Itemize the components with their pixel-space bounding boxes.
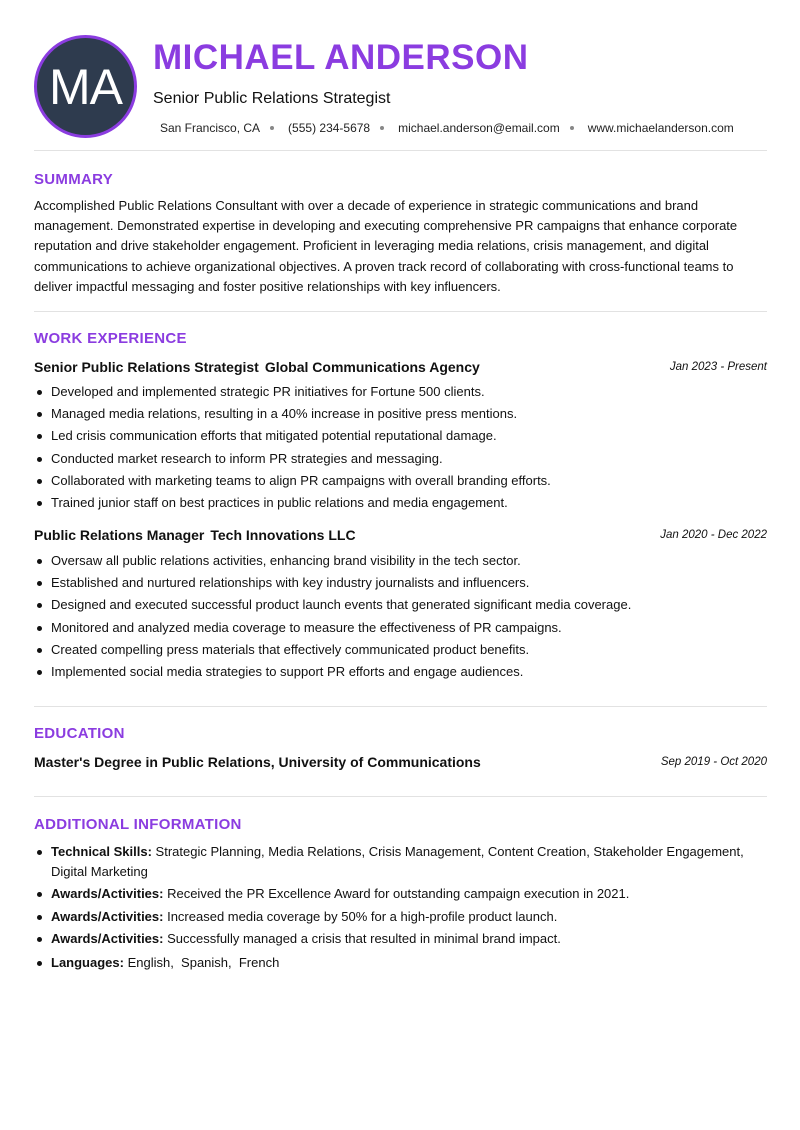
item-label: Awards/Activities: [51, 886, 164, 902]
item-label: Awards/Activities: [51, 908, 164, 924]
list-item: Developed and implemented strategic PR initiatives for Fortune 500 clients. [34, 382, 774, 404]
avatar [34, 35, 137, 138]
contact-line [160, 121, 734, 135]
list-item: Trained junior staff on best practices in public relations and media engagement. [34, 493, 774, 515]
divider [34, 706, 767, 707]
list-item: Oversaw all public relations activities, enhancing brand visibility in the tech sector. [34, 551, 774, 573]
education-dates: Sep 2019 - Oct 2020 [660, 756, 767, 768]
divider [34, 796, 767, 797]
list-item: Led crisis communication efforts that mitigated potential reputational damage. [34, 426, 774, 448]
item-text: Increased media coverage by 50% for a high-profile product launch. [163, 908, 558, 924]
list-item [34, 842, 764, 882]
list-item: Collaborated with marketing teams to align PR campaigns with overall branding efforts. [34, 471, 774, 493]
item-text: English, Spanish, French [123, 955, 280, 971]
job-dates: Jan 2020 - Dec 2022 [660, 529, 767, 541]
item-label: Awards/Activities: [51, 931, 164, 947]
additional-info-heading: ADDITIONAL INFORMATION [34, 816, 242, 833]
list-item: Designed and executed successful product launch events that generated significant media coverage. [34, 595, 774, 617]
job-position: Senior Public Relations Strategist [34, 359, 259, 375]
work-experience-heading: WORK EXPERIENCE [34, 330, 187, 347]
job-bullets [34, 551, 774, 684]
job-title [34, 527, 356, 543]
job-bullets [34, 382, 774, 515]
list-item: Created compelling press materials that effectively communicated product benefits. [34, 640, 774, 662]
item-text: Received the PR Excellence Award for outstanding campaign execution in 2021. [163, 886, 630, 902]
divider [34, 311, 767, 312]
item-text: Strategic Planning, Media Relations, Crisis Management, Content Creation, Stakeholder Engagement, Digital Marketing [51, 844, 744, 879]
candidate-role: Senior Public Relations Strategist [153, 90, 391, 107]
contact-website[interactable]: www.michaelanderson.com [587, 121, 734, 135]
summary-text: Accomplished Public Relations Consultant with over a decade of experience in strategic communications and brand management. Demonstrated expertise in developing and executing comprehensive PR campaigns that enhance corporate reputation and drive stakeholder engagement. Proficient in leveraging media relations, crisis management, and digital communications to achieve organizational objectives. A proven track record of collaborating with cross-functional teams to deliver impactful messaging and foster positive relationships with key influencers. [34, 198, 738, 294]
education-degree: Master's Degree in Public Relations, University of Communications [34, 754, 481, 770]
item-label: Languages: [51, 955, 124, 971]
list-item [34, 953, 764, 973]
job-title [34, 359, 480, 375]
list-item: Monitored and analyzed media coverage to measure the effectiveness of PR campaigns. [34, 618, 774, 640]
separator-dot [570, 126, 574, 130]
additional-info-list [34, 842, 764, 976]
contact-location: San Francisco, CA [160, 121, 261, 135]
job-company: Tech Innovations LLC [210, 527, 356, 543]
divider [34, 150, 767, 151]
contact-phone: (555) 234-5678 [288, 121, 371, 135]
separator-dot [380, 126, 384, 130]
item-label: Technical Skills: [51, 844, 152, 859]
job-dates: Jan 2023 - Present [669, 361, 767, 373]
job-company: Global Communications Agency [264, 359, 480, 375]
resume-header [0, 0, 800, 150]
education-heading: EDUCATION [34, 725, 125, 742]
separator-dot [270, 126, 274, 130]
summary-heading: SUMMARY [34, 171, 114, 188]
list-item: Managed media relations, resulting in a 40% increase in positive press mentions. [34, 404, 774, 426]
avatar-initials: MA [49, 58, 122, 115]
item-text: Successfully managed a crisis that resulted in minimal brand impact. [163, 931, 561, 947]
list-item: Implemented social media strategies to support PR efforts and engage audiences. [34, 662, 774, 684]
list-item [34, 907, 764, 927]
list-item [34, 884, 764, 904]
contact-email[interactable]: michael.anderson@email.com [398, 121, 560, 135]
job-position: Public Relations Manager [34, 527, 205, 543]
list-item [34, 929, 764, 949]
list-item: Conducted market research to inform PR strategies and messaging. [34, 449, 774, 471]
candidate-name: MICHAEL ANDERSON [153, 38, 529, 77]
list-item: Established and nurtured relationships with key industry journalists and influencers. [34, 573, 774, 595]
